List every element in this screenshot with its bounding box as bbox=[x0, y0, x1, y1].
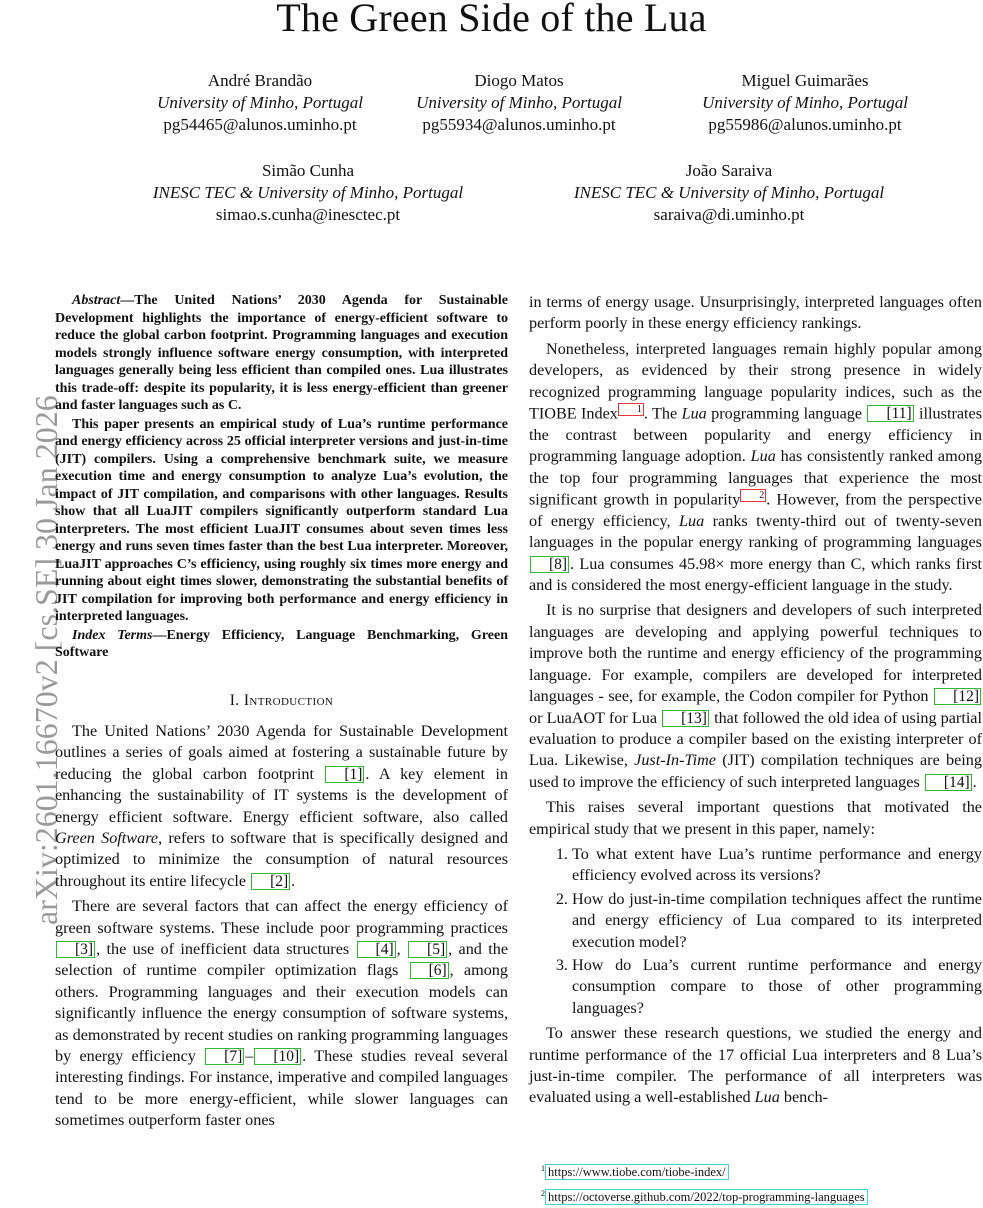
emphasis-text: Lua bbox=[679, 511, 705, 530]
emphasis-text: Green Software bbox=[55, 828, 159, 847]
text-run: (JIT) compilation techniques are being used to improve the efficiency of such interpreted languages bbox=[529, 751, 982, 791]
text-run: , bbox=[396, 939, 408, 958]
author-name: Diogo Matos bbox=[474, 71, 564, 90]
footnote-number: 1 bbox=[541, 1164, 545, 1173]
text-run: . However, from the perspective of energy efficiency, bbox=[529, 490, 982, 530]
author-affiliation: University of Minho, Portugal bbox=[702, 93, 908, 112]
research-question: 3. How do Lua’s current runtime performance and energy consumption compare to those of other programming languages? bbox=[572, 955, 982, 1019]
abstract-text: This paper presents an empirical study of Lua’s runtime performance and energy efficiency across 25 official interpreter versions and just-in-time (JIT) compilers. Using a comprehensive benchmark suite, we measure execution time and energy consumption to analyze Lua’s evolution, the impact of JIT compilation, and comparisons with other languages. Results show that all LuaJIT compilers significantly outperform standard Lua interpreters. The most efficient LuaJIT consumes about seven times less energy and runs seven times faster than the best Lua interpreter. Moreover, LuaJIT approaches C’s efficiency, using roughly six times more energy and running about eight times slower, demonstrating the substantial benefits of JIT compilation for improving both performance and energy efficiency in interpreted languages. bbox=[55, 416, 508, 624]
author-name: João Saraiva bbox=[685, 161, 773, 180]
author-block bbox=[374, 70, 664, 136]
text-run: The United Nations’ 2030 Agenda for Sustainable Development outlines a series of goals aimed at fostering a sustainable future by reducing the global carbon footprint bbox=[55, 721, 508, 783]
author-block bbox=[128, 160, 488, 226]
section-number: I. bbox=[229, 691, 240, 709]
citation-link[interactable]: [5] bbox=[408, 941, 447, 958]
intro-paragraph: This raises several important questions that motivated the empirical study that we present in this paper, namely: bbox=[529, 798, 982, 838]
section-heading bbox=[55, 690, 508, 711]
intro-paragraph bbox=[529, 339, 982, 597]
intro-paragraph: in terms of energy usage. Unsurprisingly, interpreted languages often perform poorly in these energy efficiency rankings. bbox=[529, 293, 982, 333]
citation-link[interactable]: [11] bbox=[867, 405, 913, 422]
footnotes bbox=[541, 1158, 868, 1208]
text-run: , among others. Programming languages and their execution models can significantly influence the energy consumption of software systems, as demonstrated by recent studies on ranking programming languages by energy efficiency bbox=[55, 961, 508, 1065]
text-run: . bbox=[291, 871, 296, 890]
text-run: Nonetheless, interpreted languages remain highly popular among developers, as evidenced by their strong presence in widely recognized programming language popularity indices, such as the TIOBE Index bbox=[529, 339, 982, 423]
author-email: pg54465@alunos.uminho.pt bbox=[163, 115, 357, 134]
footnote-number: 2 bbox=[541, 1189, 545, 1199]
arxiv-sidebar bbox=[2, 295, 64, 925]
text-run: , and the selection of runtime compiler optimization flags bbox=[55, 939, 509, 980]
emphasis-text: Lua bbox=[681, 404, 707, 423]
citation-link[interactable]: [14] bbox=[925, 774, 972, 791]
citation-link[interactable]: [12] bbox=[934, 688, 981, 705]
author-name: André Brandão bbox=[207, 71, 313, 90]
abstract-paragraph bbox=[55, 292, 508, 415]
intro-paragraph bbox=[55, 721, 508, 892]
footnote-link[interactable]: https://www.tiobe.com/tiobe-index/ bbox=[545, 1164, 729, 1180]
emphasis-text: Lua bbox=[750, 447, 776, 466]
text-run: It is no surprise that designers and developers of such interpreted languages are developing and applying powerful techniques to improve both the runtime and energy efficiency of the programming language. For example, compilers are developed for interpreted languages - see, for example, the Codon compiler for Python bbox=[529, 601, 982, 706]
citation-link[interactable]: [8] bbox=[530, 556, 569, 573]
index-terms-label: Index Terms bbox=[72, 627, 153, 643]
author-email: simao.s.cunha@inesctec.pt bbox=[215, 205, 401, 224]
intro-paragraph bbox=[529, 1023, 982, 1109]
text-run: . A key element in enhancing the sustainability of IT systems is the development of energy efficient software. Energy efficient software, also called bbox=[55, 764, 508, 826]
citation-link[interactable]: [3] bbox=[56, 941, 95, 958]
paper-title: The Green Side of the Lua bbox=[276, 0, 707, 40]
author-email: pg55934@alunos.uminho.pt bbox=[422, 115, 616, 134]
emphasis-text: Lua bbox=[754, 1088, 780, 1107]
text-run: or LuaAOT for Lua bbox=[529, 708, 662, 727]
citation-link[interactable]: [2] bbox=[251, 873, 290, 890]
arxiv-identifier: arXiv:2601.16670v2 [cs.SE] 30 Jan 2026 bbox=[28, 395, 64, 925]
author-affiliation: INESC TEC & University of Minho, Portugal bbox=[573, 183, 885, 202]
author-affiliation: University of Minho, Portugal bbox=[416, 93, 622, 112]
author-email: saraiva@di.uminho.pt bbox=[653, 205, 805, 224]
author-block bbox=[549, 160, 909, 226]
text-run: , the use of inefficient data structures bbox=[96, 939, 356, 958]
text-run: has consistently ranked among the top four programming languages that experience the most significant growth in popularity bbox=[529, 447, 982, 509]
footnote-marker[interactable]: 2 bbox=[740, 489, 766, 502]
research-question: 1. To what extent have Lua’s runtime performance and energy efficiency evolved across its versions? bbox=[572, 844, 982, 887]
author-block bbox=[660, 70, 950, 136]
text-run: ranks twenty-third out of twenty-seven languages in the popular energy ranking of programming languages bbox=[529, 511, 983, 552]
text-run: illustrates the contrast between popularity and energy efficiency in programming language adoption. bbox=[529, 404, 983, 466]
text-run: programming language bbox=[706, 404, 867, 423]
section-title: Introduction bbox=[243, 691, 334, 709]
citation-link[interactable]: [7] bbox=[205, 1048, 244, 1065]
research-questions-list bbox=[529, 844, 982, 1019]
footnote-link[interactable]: https://octoverse.github.com/2022/top-programming-languages bbox=[545, 1189, 868, 1205]
author-block bbox=[115, 70, 405, 136]
text-run: , refers to software that is specifically designed and optimized to minimize the consumption of natural resources throughout its entire lifecycle bbox=[55, 828, 508, 890]
text-run: . Lua consumes bbox=[570, 554, 679, 573]
research-question: 2. How do just-in-time compilation techniques affect the runtime and energy efficiency of Lua compared to its interpreted execution model? bbox=[572, 889, 982, 953]
index-terms-text: —Energy Efficiency, Language Benchmarking, Green Software bbox=[55, 627, 508, 660]
text-run: . These studies reveal several interesting findings. For instance, imperative and compiled languages tend to be more energy-efficient, while slower languages can sometimes outperform faster ones bbox=[55, 1047, 508, 1130]
citation-link[interactable]: [1] bbox=[325, 766, 364, 783]
index-terms bbox=[55, 627, 508, 662]
citation-link[interactable]: [13] bbox=[662, 710, 709, 727]
text-run: . The bbox=[643, 404, 682, 423]
footnote bbox=[541, 1158, 868, 1183]
text-run: To answer these research questions, we studied the energy and runtime performance of the 17 official Lua interpreters and 8 Lua’s just-in-time compiler. The performance of all interpreters was evaluated using a well-established bbox=[529, 1024, 982, 1107]
abstract-text: —The United Nations’ 2030 Agenda for Sustainable Development highlights the importance of energy-efficient software to reduce the global carbon footprint. Programming languages and execution models strongly influence software energy consumption, with interpreted languages generally being less efficient than compiled ones. Lua illustrates this trade-off: despite its popularity, it is less energy-efficient than greener and faster languages such as C. bbox=[55, 293, 508, 413]
intro-paragraph bbox=[529, 600, 982, 793]
left-column bbox=[55, 292, 508, 1136]
text-run: . bbox=[972, 772, 977, 791]
text-run: more energy than C, which ranks first and is considered the most energy-efficient language in the study. bbox=[529, 554, 982, 595]
footnote-marker[interactable]: 1 bbox=[618, 403, 644, 416]
citation-link[interactable]: [10] bbox=[254, 1048, 301, 1065]
text-run: There are several factors that can affect the energy efficiency of green software systems. These include poor programming practices bbox=[55, 897, 508, 937]
text-run: bench- bbox=[779, 1088, 828, 1107]
footnote bbox=[541, 1183, 868, 1208]
text-run: – bbox=[245, 1047, 254, 1065]
intro-paragraph bbox=[55, 896, 508, 1131]
right-column bbox=[529, 292, 982, 1113]
author-name: Miguel Guimarães bbox=[741, 71, 869, 90]
author-email: pg55986@alunos.uminho.pt bbox=[708, 115, 902, 134]
energy-factor: 45.98× bbox=[679, 554, 725, 573]
author-affiliation: INESC TEC & University of Minho, Portugal bbox=[152, 183, 464, 202]
author-name: Simão Cunha bbox=[261, 161, 355, 180]
text-run: that followed the old idea of using partial evaluation to produce a compiler based on the existing interpreter of Lua. Likewise, bbox=[529, 708, 982, 770]
abstract-label: Abstract bbox=[72, 293, 121, 308]
author-affiliation: University of Minho, Portugal bbox=[157, 93, 363, 112]
emphasis-text: Just-In-Time bbox=[634, 751, 716, 770]
citation-link[interactable]: [6] bbox=[410, 962, 449, 979]
citation-link[interactable]: [4] bbox=[357, 941, 396, 958]
